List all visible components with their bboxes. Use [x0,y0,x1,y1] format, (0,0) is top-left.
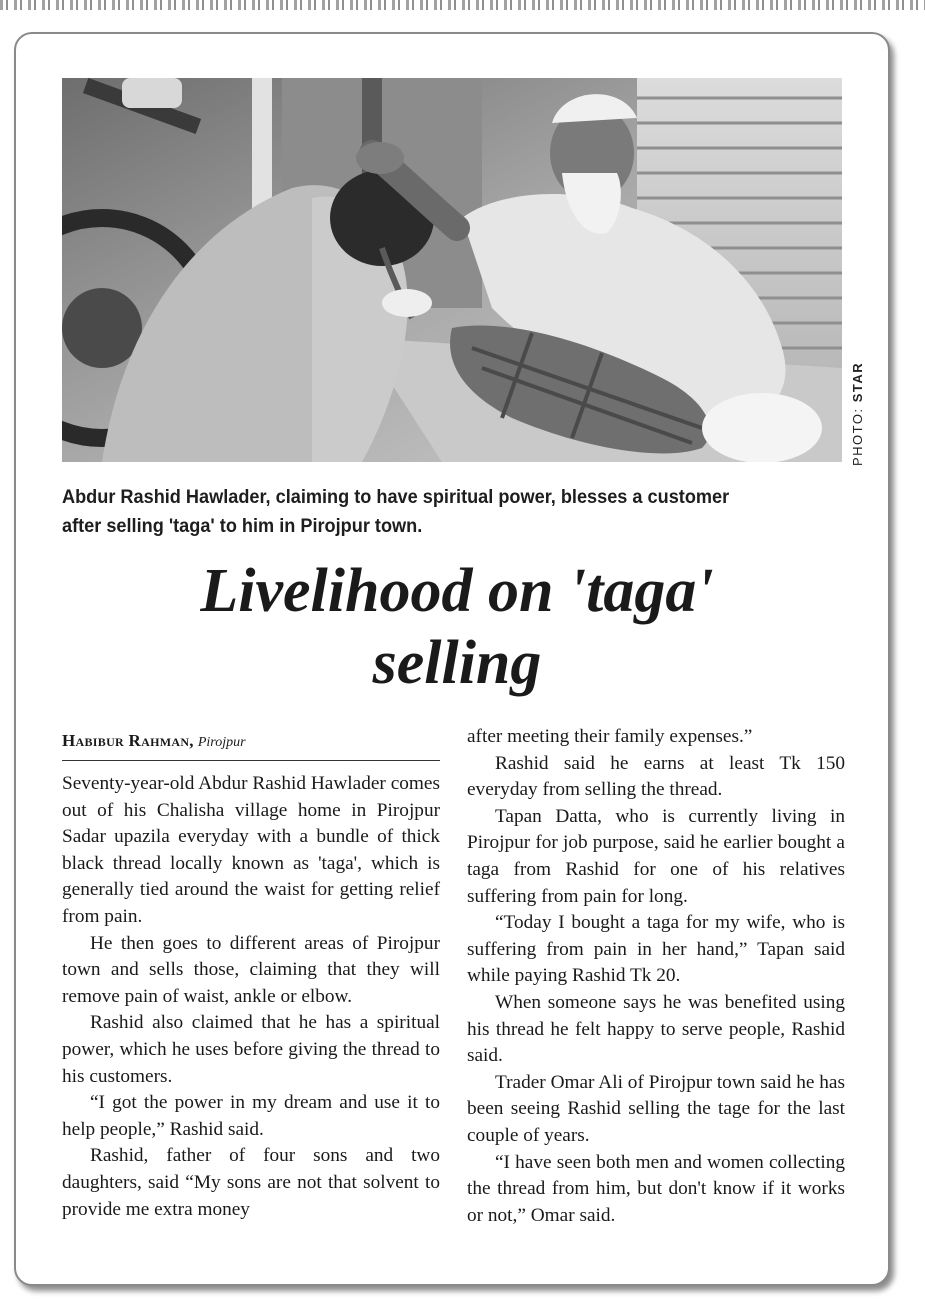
byline-place: Pirojpur [197,735,246,750]
article-headline [62,555,852,699]
photo-credit [850,362,865,466]
photo-caption: Abdur Rashid Hawlader, claiming to have spiritual power, blesses a customer after selling 'taga' to him in Pirojpur town. [62,486,730,537]
article-column-left [62,771,440,1223]
byline [62,729,440,755]
clipping-top-edge [0,0,925,10]
photo-credit-name: STAR [850,361,865,403]
headline-line-2: selling [372,629,542,697]
article-paragraph: “I have seen both men and women collecting the thread from him, but don't know if it works or not,” Omar said. [467,1151,845,1226]
article-paragraph: Rashid, father of four sons and two daughters, said “My sons are not that solvent to provide me extra money [62,1145,440,1220]
article-paragraph: “I got the power in my dream and use it to help people,” Rashid said. [62,1092,440,1140]
article-paragraph: after meeting their family expenses.” [467,726,753,747]
news-photo [62,78,842,462]
article-paragraph: When someone says he was benefited using his thread he felt happy to serve people, Rashid said. [467,991,845,1067]
byline-divider [62,760,440,761]
article-paragraph: Rashid said he earns at least Tk 150 everyday from selling the thread. [467,752,845,801]
article-paragraph: He then goes to different areas of Pirojpur town and sells those, claiming that they will remove pain of waist, ankle or elbow. [62,932,440,1007]
article-paragraph: Trader Omar Ali of Pirojpur town said he has been seeing Rashid selling the tage for the last couple of years. [467,1071,845,1146]
photo-credit-prefix: PHOTO: [850,402,865,466]
article-column-right [467,724,845,1229]
article-paragraph: Seventy-year-old Abdur Rashid Hawlader comes out of his Chalisha village home in Pirojpur Sadar upazila everyday with a bundle of thick black thread locally known as 'taga', which is generally tied around the waist for getting relief from pain. [62,773,440,927]
article-paragraph: Tapan Datta, who is currently living in Pirojpur for job purpose, said he earlier bought a taga from Rashid for one of his relatives suffering from pain for long. [467,805,845,907]
photo-illustration [62,78,842,462]
headline-line-1: Livelihood on 'taga' [200,557,714,625]
article-paragraph: “Today I bought a taga for my wife, who is suffering from pain in her hand,” Tapan said while paying Rashid Tk 20. [467,912,845,987]
article-paragraph: Rashid also claimed that he has a spiritual power, which he uses before giving the thread to his customers. [62,1012,440,1087]
byline-author: Habibur Rahman, [62,731,194,750]
